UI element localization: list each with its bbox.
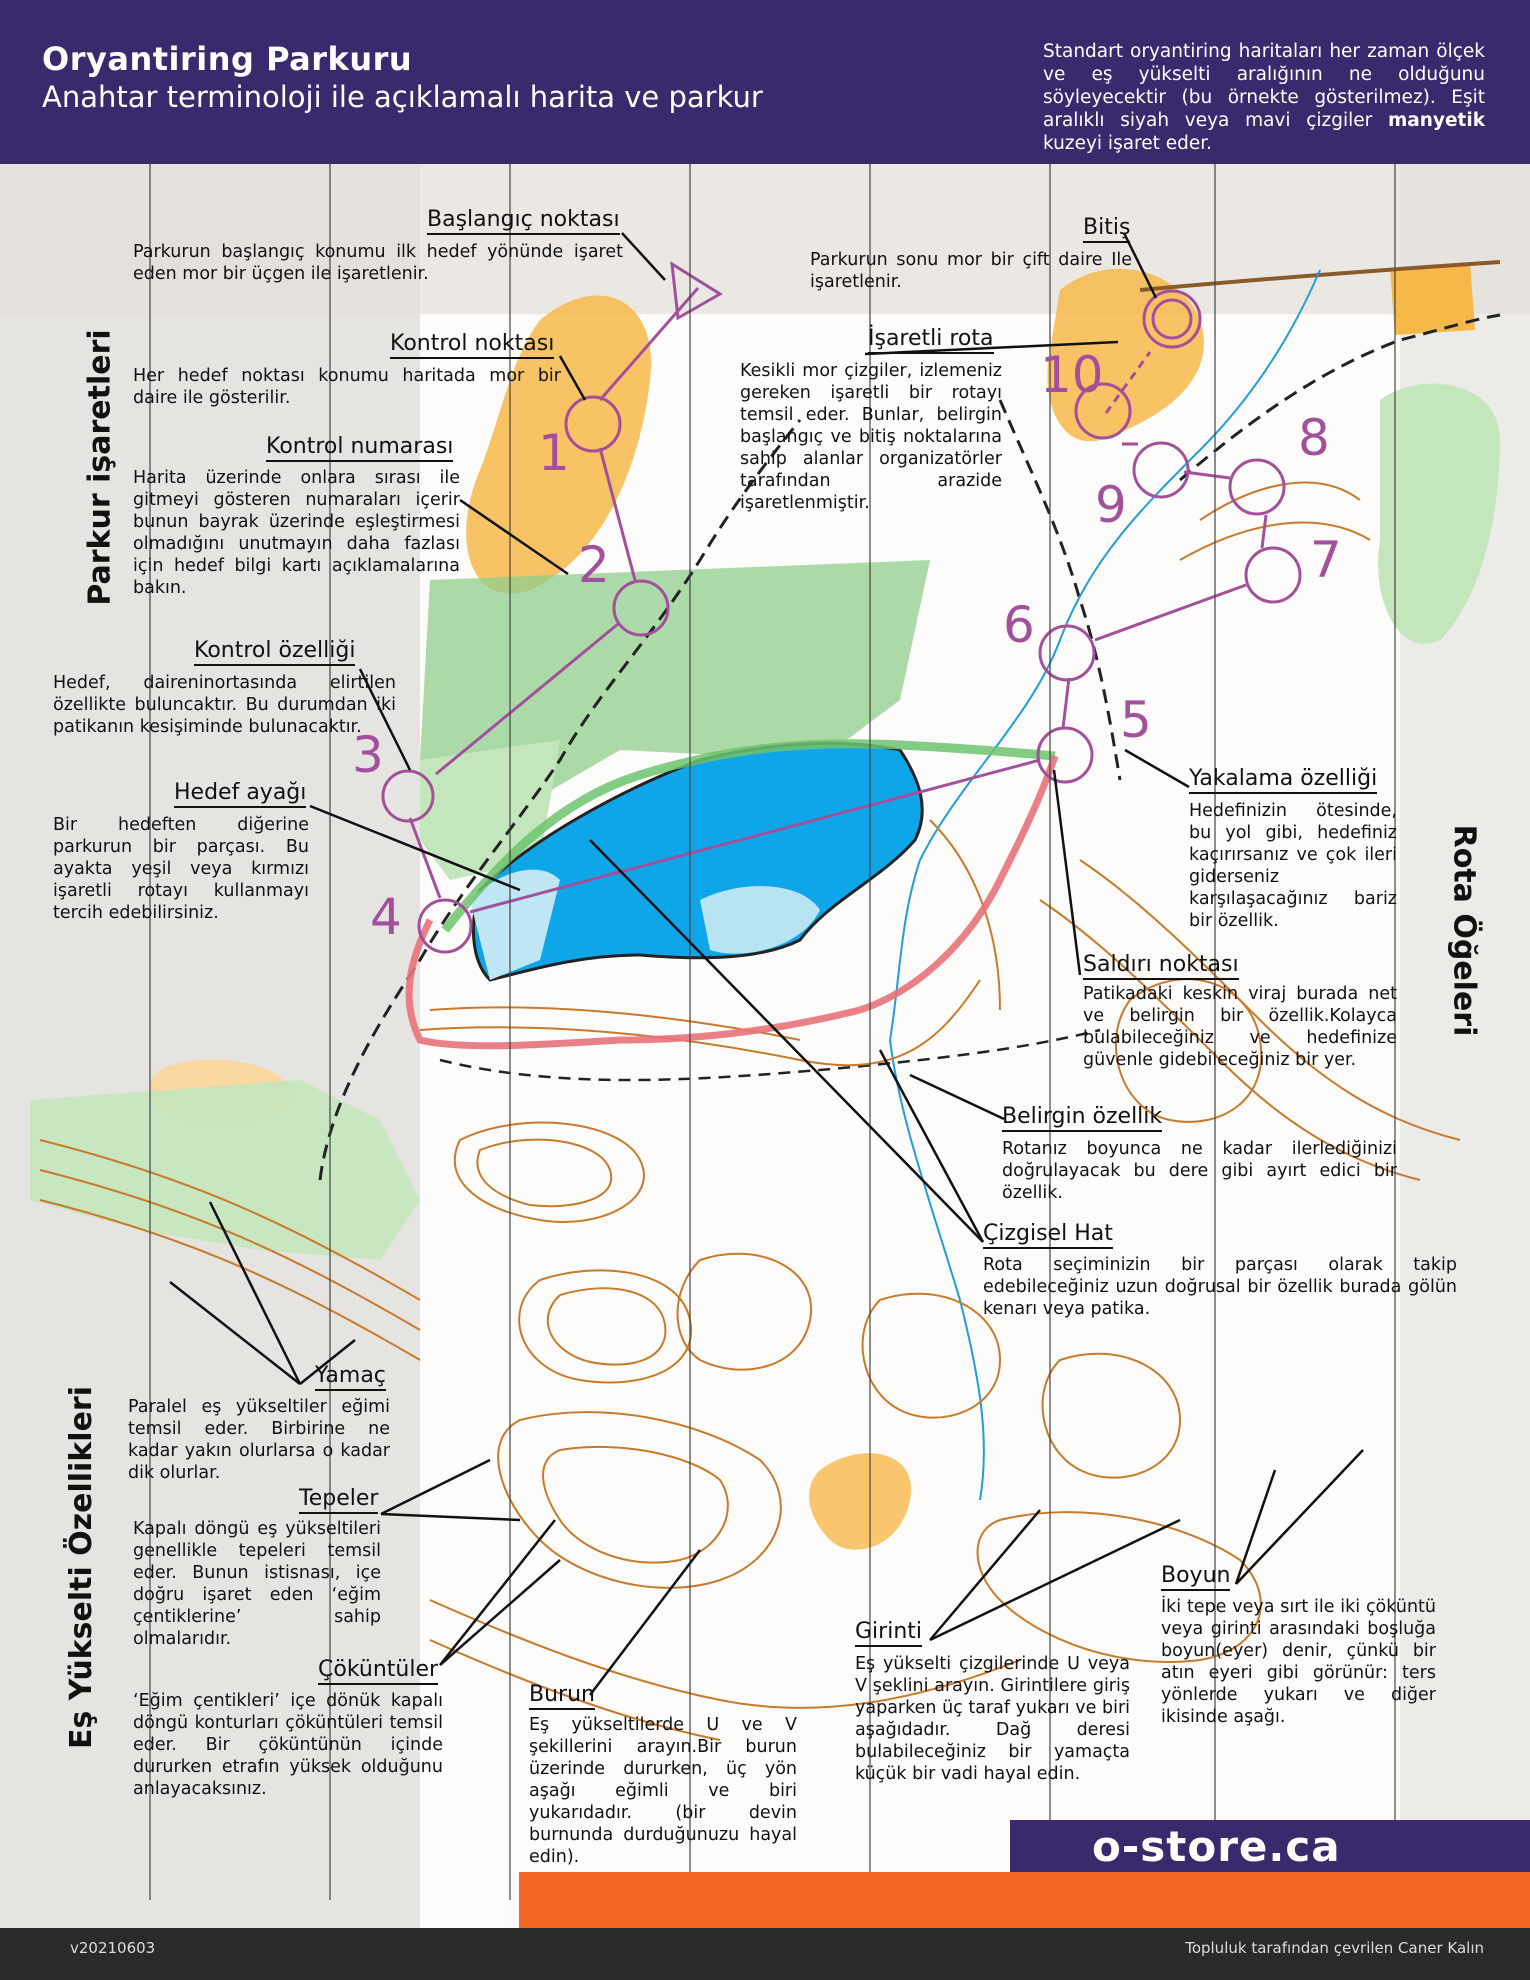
control-number-9: 9 <box>1095 476 1127 534</box>
desc-hedef-ayagi: Bir hedeften diğerine parkurun bir parçası. Bu ayakta yeşil veya kırmızı işaretli rotayı kullanmayı tercih edebilirsiniz. <box>53 815 309 923</box>
label-kontrol-numarasi: Kontrol numarası <box>266 434 453 462</box>
control-number-10: 10 <box>1040 346 1104 404</box>
desc-bitis: Parkurun sonu mor bir çift daire Ile işaretlenir. <box>810 250 1132 292</box>
control-number-2: 2 <box>578 536 610 594</box>
desc-isaretli-rota: Kesikli mor çizgiler, izlemeniz gereken işaretli bir rotayı temsil eder. Bunlar, belirgin başlangıç ve bitiş noktalarına sahip alanlar organizatörler tarafından arazide işaretlenmiştir. <box>740 361 1002 513</box>
control-number-4: 4 <box>370 888 402 946</box>
label-isaretli-rota: İşaretli rota <box>868 326 994 354</box>
version-text: v20210603 <box>70 1939 156 1957</box>
desc-kontrol-noktasi: Her hedef noktası konumu haritada mor bir daire ile gösterilir. <box>133 366 561 408</box>
section-rota-ogeleri: Rota Öğeleri <box>1446 824 1482 1037</box>
orange-band <box>519 1872 1530 1928</box>
header-note-pre: Standart oryantiring haritaları her zaman ölçek ve eş yükselti aralığının ne olduğunu söyleyecektir (bu örnekte gösterilmez). Eşit aralıklı siyah veya mavi çizgiler <box>1043 41 1485 131</box>
desc-tepeler: Kapalı döngü eş yükseltileri genellikle tepeleri temsil eder. Bunun istisnası, içe doğru işaret eden ‘eğim çentiklerine’ sahip olmalarıdır. <box>133 1519 381 1649</box>
desc-yamac: Paralel eş yükseltiler eğimi temsil eder. Birbirine ne kadar yakın olurlarsa o kadar dik olurlar. <box>128 1397 390 1483</box>
control-number-7: 7 <box>1310 531 1342 589</box>
label-yamac: Yamaç <box>315 1363 386 1391</box>
brand-banner[interactable] <box>1010 1820 1530 1872</box>
label-bitis: Bitiş <box>1083 215 1130 243</box>
label-cokuntuler: Çöküntüler <box>318 1657 438 1685</box>
label-boyun: Boyun <box>1161 1563 1230 1591</box>
label-baslangic: Başlangıç noktası <box>427 207 620 235</box>
desc-cizgisel: Rota seçiminizin bir parçası olarak takip edebileceğiniz uzun doğrusal bir özellik burada gölün kenarı veya patika. <box>983 1255 1457 1319</box>
desc-kontrol-numarasi: Harita üzerinde onlara sırası ile gitmeyi gösteren numaraları içerir bunun bayrak üzerinde eşleştirmesi olmadığını unutmayın daha fazlası için hedef bilgi kartı açıklamalarına bakın. <box>133 468 460 598</box>
desc-belirgin: Rotanız boyunca ne kadar ilerlediğinizi doğrulayacak bu dere gibi ayırt edici bir özellik. <box>1002 1139 1397 1203</box>
credit-text: Topluluk tarafından çevrilen Caner Kalın <box>1185 1939 1484 1957</box>
header <box>0 0 1530 164</box>
desc-boyun: İki tepe veya sırt ile iki çöküntü veya girinti arasındaki boşluğa boyun(eyer) denir, çünkü bir atın eyeri gibi görünür: ters yönlerde yukarı ve diğer ikisinde aşağı. <box>1161 1597 1436 1727</box>
label-belirgin: Belirgin özellik <box>1002 1104 1162 1132</box>
open-land-3 <box>1390 262 1475 335</box>
desc-baslangic: Parkurun başlangıç konumu ilk hedef yönünde işaret eden mor bir üçgen ile işaretlenir. <box>133 242 623 284</box>
page-subtitle: Anahtar terminoloji ile açıklamalı harita ve parkur <box>42 80 763 114</box>
control-number-6: 6 <box>1003 596 1035 654</box>
desc-saldiri: Patikadaki keskin viraj burada net ve belirgin bir özellik.Kolayca bulabileceğiniz ve hedefinize güvenle gidebileceğiniz bir yer. <box>1083 984 1397 1070</box>
brand-logo-text: o-store.ca <box>1092 1822 1341 1871</box>
section-es-yukselti: Eş Yükselti Özellikleri <box>64 1385 100 1750</box>
control-number-8: 8 <box>1298 409 1330 467</box>
control-number-1: 1 <box>538 424 570 482</box>
desc-burun: Eş yükseltilerde U ve V şekillerini arayın.Bir burun üzerinde dururken, üç yön aşağı eğimli ve biri yukarıdadır. (bir devin burnunda durduğunuzu hayal edin). <box>529 1715 797 1867</box>
label-yakalama: Yakalama özelliği <box>1189 766 1377 794</box>
header-note <box>1043 40 1485 155</box>
label-kontrol-ozelligi: Kontrol özelliği <box>194 638 355 666</box>
page-title: Oryantiring Parkuru <box>42 40 413 78</box>
label-hedef-ayagi: Hedef ayağı <box>174 780 306 808</box>
label-kontrol-noktasi: Kontrol noktası <box>390 331 554 359</box>
label-saldiri: Saldırı noktası <box>1083 952 1239 980</box>
top-fade <box>0 164 1530 314</box>
desc-girinti: Eş yükselti çizgilerinde U veya V şeklini arayın. Girintilere giriş yaparken üç taraf yukarı ve biri aşağıdadır. Dağ deresi bulabileceğiniz bir yamaçta küçük bir vadi hayal edin. <box>855 1654 1130 1784</box>
label-cizgisel: Çizgisel Hat <box>983 1221 1113 1249</box>
control-number-5: 5 <box>1120 691 1152 749</box>
label-burun: Burun <box>529 1682 595 1710</box>
desc-yakalama: Hedefinizin ötesinde, bu yol gibi, hedefiniz kaçırırsanız ve çok ileri giderseniz karşılaşacağınız bariz bir özellik. <box>1189 801 1397 931</box>
desc-cokuntuler: ‘Eğim çentikleri’ içe dönük kapalı döngü konturları çöküntüleri temsil eder. Bir çöküntünün içinde dururken etrafın yüksek olduğunu anlayacaksınız. <box>133 1691 443 1799</box>
desc-kontrol-ozelligi: Hedef, daireninortasında elirtilen özellikte buluncaktır. Bu durumdan iki patikanın kesişiminde bulunacaktır. <box>53 673 396 737</box>
control-number-3: 3 <box>352 726 384 784</box>
label-girinti: Girinti <box>855 1619 922 1647</box>
section-parkur-isaretleri: Parkur işaretleri <box>82 329 118 606</box>
header-note-bold: manyetik <box>1387 110 1485 131</box>
footer <box>0 1928 1530 1980</box>
label-tepeler: Tepeler <box>299 1486 378 1514</box>
header-note-post: kuzeyi işaret eder. <box>1043 133 1213 154</box>
